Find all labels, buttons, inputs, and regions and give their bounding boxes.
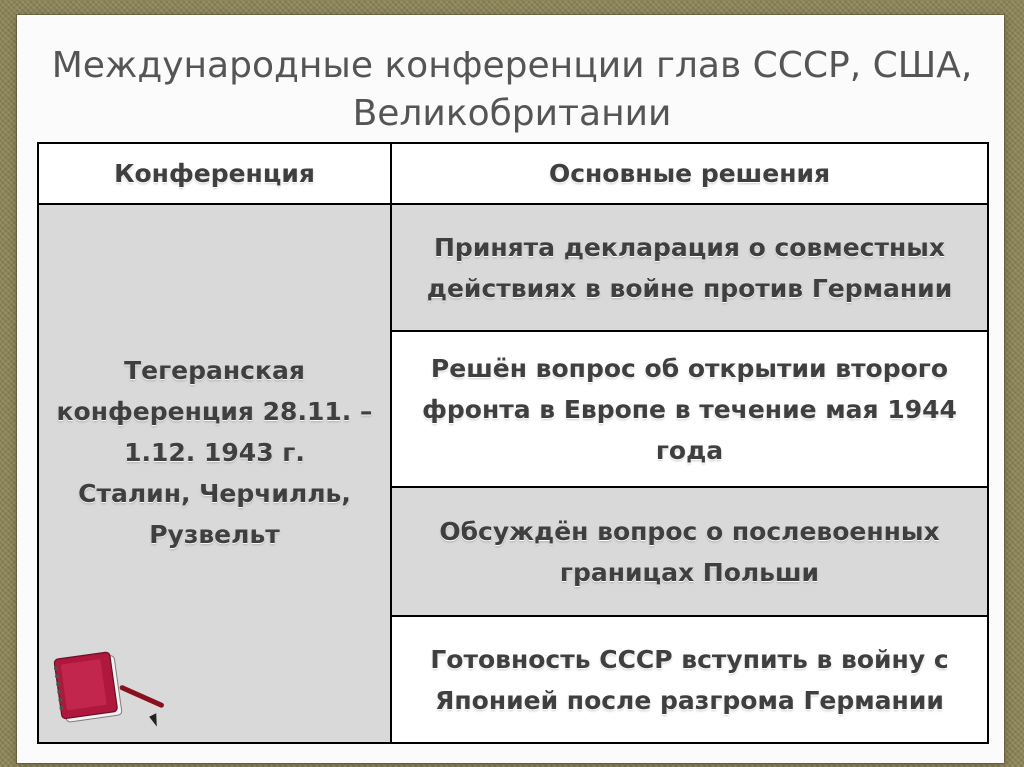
table-header-row <box>39 144 987 205</box>
conference-column-header: Конференция <box>39 144 392 203</box>
notebook-with-pen-icon <box>52 648 172 738</box>
decisions-column <box>392 205 987 742</box>
conference-table <box>37 142 989 744</box>
decision-row-2: Решён вопрос об открытии второго фронта в Европе в течение мая 1944 года <box>392 332 987 488</box>
conference-participants: Сталин, Черчилль, Рузвельт <box>78 479 351 549</box>
watermark-text: http://... <box>30 746 71 757</box>
decisions-column-header: Основные решения <box>548 159 831 188</box>
decision-row-4: Готовность СССР вступить в войну с Японией после разгрома Германии <box>392 617 987 742</box>
decision-row-3: Обсуждён вопрос о послевоенных границах Польши <box>392 488 987 617</box>
conference-name: Тегеранская конференция 28.11. – 1.12. 1943 г. <box>56 356 373 467</box>
slide-title: Международные конференции глав СССР, США, Великобритании <box>51 45 973 134</box>
decision-row-1: Принята декларация о совместных действиях в войне против Германии <box>392 205 987 332</box>
